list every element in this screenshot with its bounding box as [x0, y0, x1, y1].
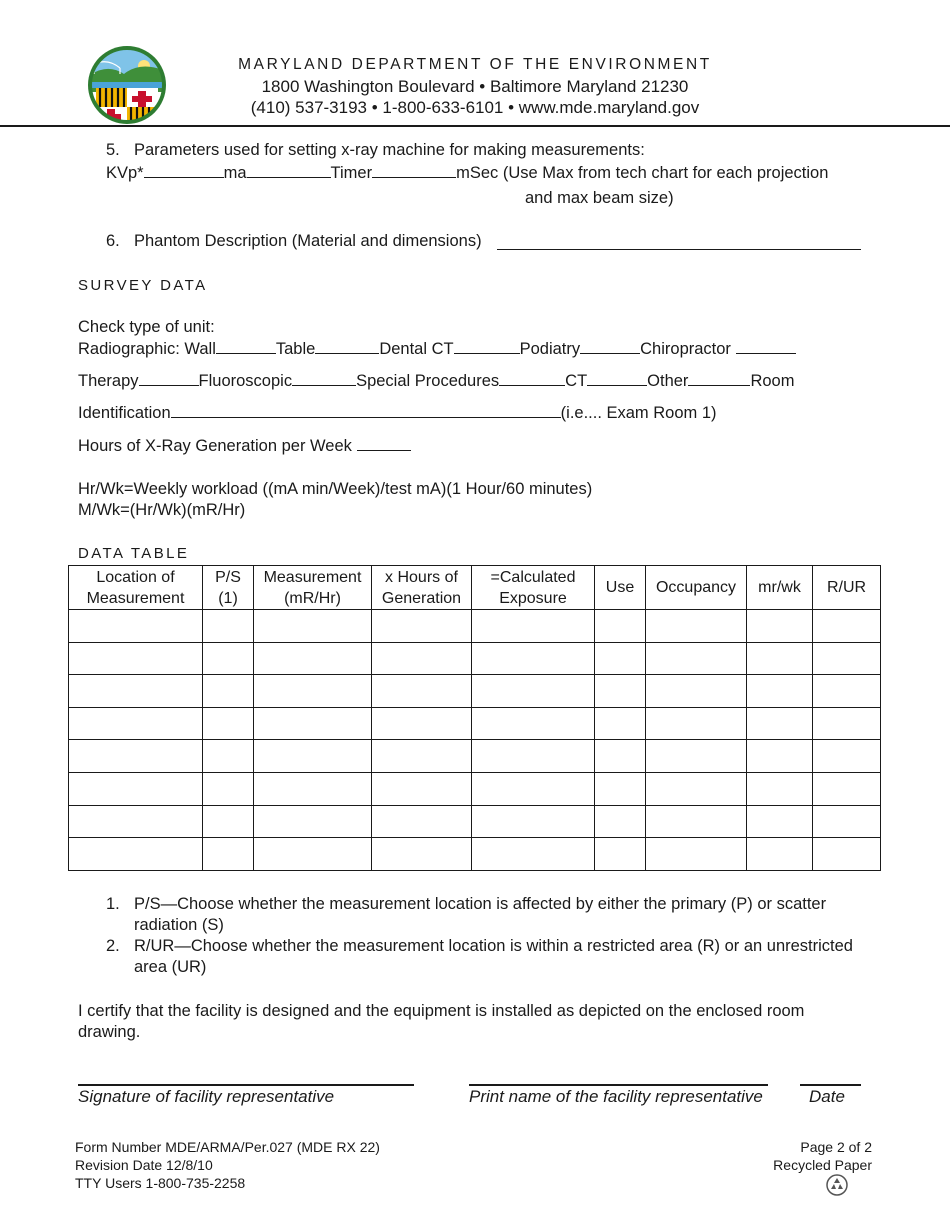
table-cell[interactable] — [595, 707, 646, 740]
table-cell[interactable] — [472, 675, 595, 708]
col-location: Location of Measurement — [69, 566, 203, 610]
therapy-label: Therapy — [78, 372, 139, 390]
table-cell[interactable] — [813, 707, 881, 740]
col-rur: R/UR — [813, 566, 881, 610]
table-cell[interactable] — [69, 707, 203, 740]
table-cell[interactable] — [203, 675, 254, 708]
table-cell[interactable] — [595, 610, 646, 643]
dental-ct-field[interactable] — [454, 340, 520, 354]
certify-line-2: drawing. — [78, 1023, 141, 1041]
footer-right — [773, 1138, 872, 1174]
table-cell[interactable] — [254, 610, 372, 643]
check-type-label: Check type of unit: — [78, 318, 215, 336]
table-cell[interactable] — [203, 707, 254, 740]
table-cell[interactable] — [203, 642, 254, 675]
agency-name: MARYLAND DEPARTMENT OF THE ENVIRONMENT — [238, 56, 712, 73]
item-5 — [106, 141, 645, 160]
table-row — [69, 740, 881, 773]
data-table — [68, 565, 881, 871]
kvp-field[interactable] — [144, 164, 224, 178]
survey-data-title: SURVEY DATA — [78, 277, 208, 294]
table-label: Table — [275, 340, 316, 358]
table-cell[interactable] — [747, 805, 813, 838]
item-5-params — [106, 164, 828, 183]
table-row — [69, 707, 881, 740]
table-cell[interactable] — [646, 805, 747, 838]
recycle-icon — [826, 1174, 848, 1196]
table-cell[interactable] — [254, 707, 372, 740]
table-cell[interactable] — [646, 707, 747, 740]
col-exposure: =Calculated Exposure — [472, 566, 595, 610]
header-rule — [0, 125, 950, 127]
col-measurement: Measurement (mR/Hr) — [254, 566, 372, 610]
form-number: Form Number MDE/ARMA/Per.027 (MDE RX 22) — [75, 1139, 380, 1155]
item-6 — [106, 232, 482, 251]
table-header-row — [69, 566, 881, 610]
table-cell[interactable] — [372, 772, 472, 805]
item-5-text: Parameters used for setting x-ray machine for making measurements: — [134, 141, 645, 159]
date-label: Date — [809, 1087, 845, 1106]
identification-field[interactable] — [171, 404, 561, 418]
identification-hint: (i.e.... Exam Room 1) — [560, 404, 717, 422]
table-cell[interactable] — [69, 805, 203, 838]
kvp-label: KVp* — [106, 164, 144, 182]
table-cell[interactable] — [372, 610, 472, 643]
unit-type-row-1 — [78, 340, 796, 359]
table-row — [69, 642, 881, 675]
note-2: 2. R/UR—Choose whether the measurement location is within a restricted area (R) or an unrestricted — [106, 937, 853, 955]
col-ps: P/S (1) — [203, 566, 254, 610]
table-cell[interactable] — [813, 772, 881, 805]
print-name-label: Print name of the facility representative — [469, 1087, 763, 1106]
table-cell[interactable] — [372, 740, 472, 773]
table-cell[interactable] — [747, 675, 813, 708]
table-cell[interactable] — [203, 740, 254, 773]
table-cell[interactable] — [813, 642, 881, 675]
table-cell[interactable] — [747, 772, 813, 805]
ma-field[interactable] — [247, 164, 331, 178]
table-cell[interactable] — [595, 805, 646, 838]
special-procedures-label: Special Procedures — [356, 372, 500, 390]
table-cell[interactable] — [747, 740, 813, 773]
table-cell[interactable] — [646, 610, 747, 643]
chiropractor-label: Chiropractor — [640, 340, 731, 358]
table-cell[interactable] — [813, 805, 881, 838]
table-cell[interactable] — [472, 610, 595, 643]
table-cell[interactable] — [254, 805, 372, 838]
table-cell[interactable] — [595, 772, 646, 805]
fluoroscopic-field[interactable] — [292, 372, 356, 386]
col-mrwk: mr/wk — [747, 566, 813, 610]
table-cell[interactable] — [372, 675, 472, 708]
table-cell[interactable] — [646, 642, 747, 675]
unit-type-row-2 — [78, 372, 794, 391]
tty-number: TTY Users 1-800-735-2258 — [75, 1175, 246, 1191]
table-cell[interactable] — [472, 707, 595, 740]
hours-row — [78, 437, 411, 456]
table-field[interactable] — [315, 340, 379, 354]
table-cell[interactable] — [595, 642, 646, 675]
table-row — [69, 838, 881, 871]
table-cell[interactable] — [203, 772, 254, 805]
table-cell[interactable] — [472, 838, 595, 871]
timer-field[interactable] — [372, 164, 456, 178]
table-cell[interactable] — [372, 642, 472, 675]
table-row — [69, 772, 881, 805]
col-occupancy: Occupancy — [646, 566, 747, 610]
table-cell[interactable] — [472, 772, 595, 805]
table-cell[interactable] — [254, 838, 372, 871]
footer-left — [75, 1138, 380, 1192]
table-cell[interactable] — [254, 675, 372, 708]
table-cell[interactable] — [472, 740, 595, 773]
hours-field[interactable] — [357, 437, 411, 451]
table-cell[interactable] — [69, 772, 203, 805]
ct-label: CT — [565, 372, 588, 390]
table-cell[interactable] — [595, 675, 646, 708]
table-cell[interactable] — [813, 675, 881, 708]
other-field[interactable] — [688, 372, 750, 386]
wall-field[interactable] — [216, 340, 276, 354]
item-6-text: Phantom Description (Material and dimensions) — [134, 232, 482, 250]
table-cell[interactable] — [472, 805, 595, 838]
table-cell[interactable] — [747, 610, 813, 643]
chiropractor-field[interactable] — [736, 340, 796, 354]
table-cell[interactable] — [646, 772, 747, 805]
table-cell[interactable] — [813, 740, 881, 773]
table-cell[interactable] — [595, 838, 646, 871]
table-cell[interactable] — [646, 740, 747, 773]
table-cell[interactable] — [595, 740, 646, 773]
radiographic-label: Radiographic: Wall — [78, 340, 216, 358]
table-cell[interactable] — [372, 707, 472, 740]
special-procedures-field[interactable] — [499, 372, 565, 386]
identification-row — [78, 404, 717, 423]
table-cell[interactable] — [646, 838, 747, 871]
note-2-cont: area (UR) — [134, 958, 207, 976]
note-1: 1. P/S—Choose whether the measurement location is affected by either the primary (P) or scatter — [106, 895, 827, 913]
ma-label: ma — [223, 164, 247, 182]
agency-address: 1800 Washington Boulevard • Baltimore Maryland 21230 — [261, 77, 689, 96]
table-cell[interactable] — [646, 675, 747, 708]
msec-label: mSec (Use Max from tech chart for each projection — [456, 164, 829, 182]
table-cell[interactable] — [254, 740, 372, 773]
signature-label: Signature of facility representative — [78, 1087, 335, 1106]
table-cell[interactable] — [69, 642, 203, 675]
table-cell[interactable] — [69, 675, 203, 708]
therapy-field[interactable] — [139, 372, 199, 386]
table-cell[interactable] — [69, 838, 203, 871]
other-label: Other — [647, 372, 689, 390]
fluoroscopic-label: Fluoroscopic — [198, 372, 293, 390]
table-cell[interactable] — [254, 772, 372, 805]
table-cell[interactable] — [747, 642, 813, 675]
ct-field[interactable] — [587, 372, 647, 386]
col-hours: x Hours of Generation — [372, 566, 472, 610]
room-label: Room — [750, 372, 795, 390]
podiatry-field[interactable] — [580, 340, 640, 354]
certify-line-1: I certify that the facility is designed and the equipment is installed as depicted on the enclosed room — [78, 1002, 805, 1020]
recycled-paper: Recycled Paper — [773, 1157, 872, 1173]
item-6-number: 6. — [106, 232, 120, 250]
table-cell[interactable] — [372, 838, 472, 871]
agency-contact: (410) 537-3193 • 1-800-633-6101 • www.mde.maryland.gov — [250, 98, 700, 117]
table-cell[interactable] — [203, 838, 254, 871]
table-row — [69, 675, 881, 708]
identification-label: Identification — [78, 404, 171, 422]
note-1-cont: radiation (S) — [134, 916, 224, 934]
formula-hr-wk: Hr/Wk=Weekly workload ((mA min/Week)/test mA)(1 Hour/60 minutes) — [78, 480, 593, 498]
mde-logo — [86, 44, 168, 126]
msec-continuation: and max beam size) — [525, 189, 674, 207]
print-name-field[interactable] — [469, 1084, 768, 1086]
item-5-number: 5. — [106, 141, 120, 159]
table-cell[interactable] — [203, 610, 254, 643]
formula-m-wk: M/Wk=(Hr/Wk)(mR/Hr) — [78, 501, 246, 519]
page-number: Page 2 of 2 — [800, 1139, 872, 1155]
table-cell[interactable] — [254, 642, 372, 675]
table-cell[interactable] — [69, 610, 203, 643]
table-cell[interactable] — [69, 740, 203, 773]
table-cell[interactable] — [372, 805, 472, 838]
podiatry-label: Podiatry — [519, 340, 581, 358]
table-cell[interactable] — [747, 707, 813, 740]
hours-label: Hours of X-Ray Generation per Week — [78, 437, 352, 455]
table-cell[interactable] — [472, 642, 595, 675]
col-use: Use — [595, 566, 646, 610]
table-row — [69, 805, 881, 838]
signature-field[interactable] — [78, 1084, 414, 1086]
table-cell[interactable] — [813, 610, 881, 643]
table-cell[interactable] — [203, 805, 254, 838]
timer-label: Timer — [330, 164, 373, 182]
table-cell[interactable] — [747, 838, 813, 871]
dental-ct-label: Dental CT — [379, 340, 454, 358]
phantom-description-field[interactable] — [497, 249, 861, 250]
revision-date: Revision Date 12/8/10 — [75, 1157, 213, 1173]
table-row — [69, 610, 881, 643]
table-cell[interactable] — [813, 838, 881, 871]
date-field[interactable] — [800, 1084, 861, 1086]
data-table-title: DATA TABLE — [78, 545, 190, 562]
